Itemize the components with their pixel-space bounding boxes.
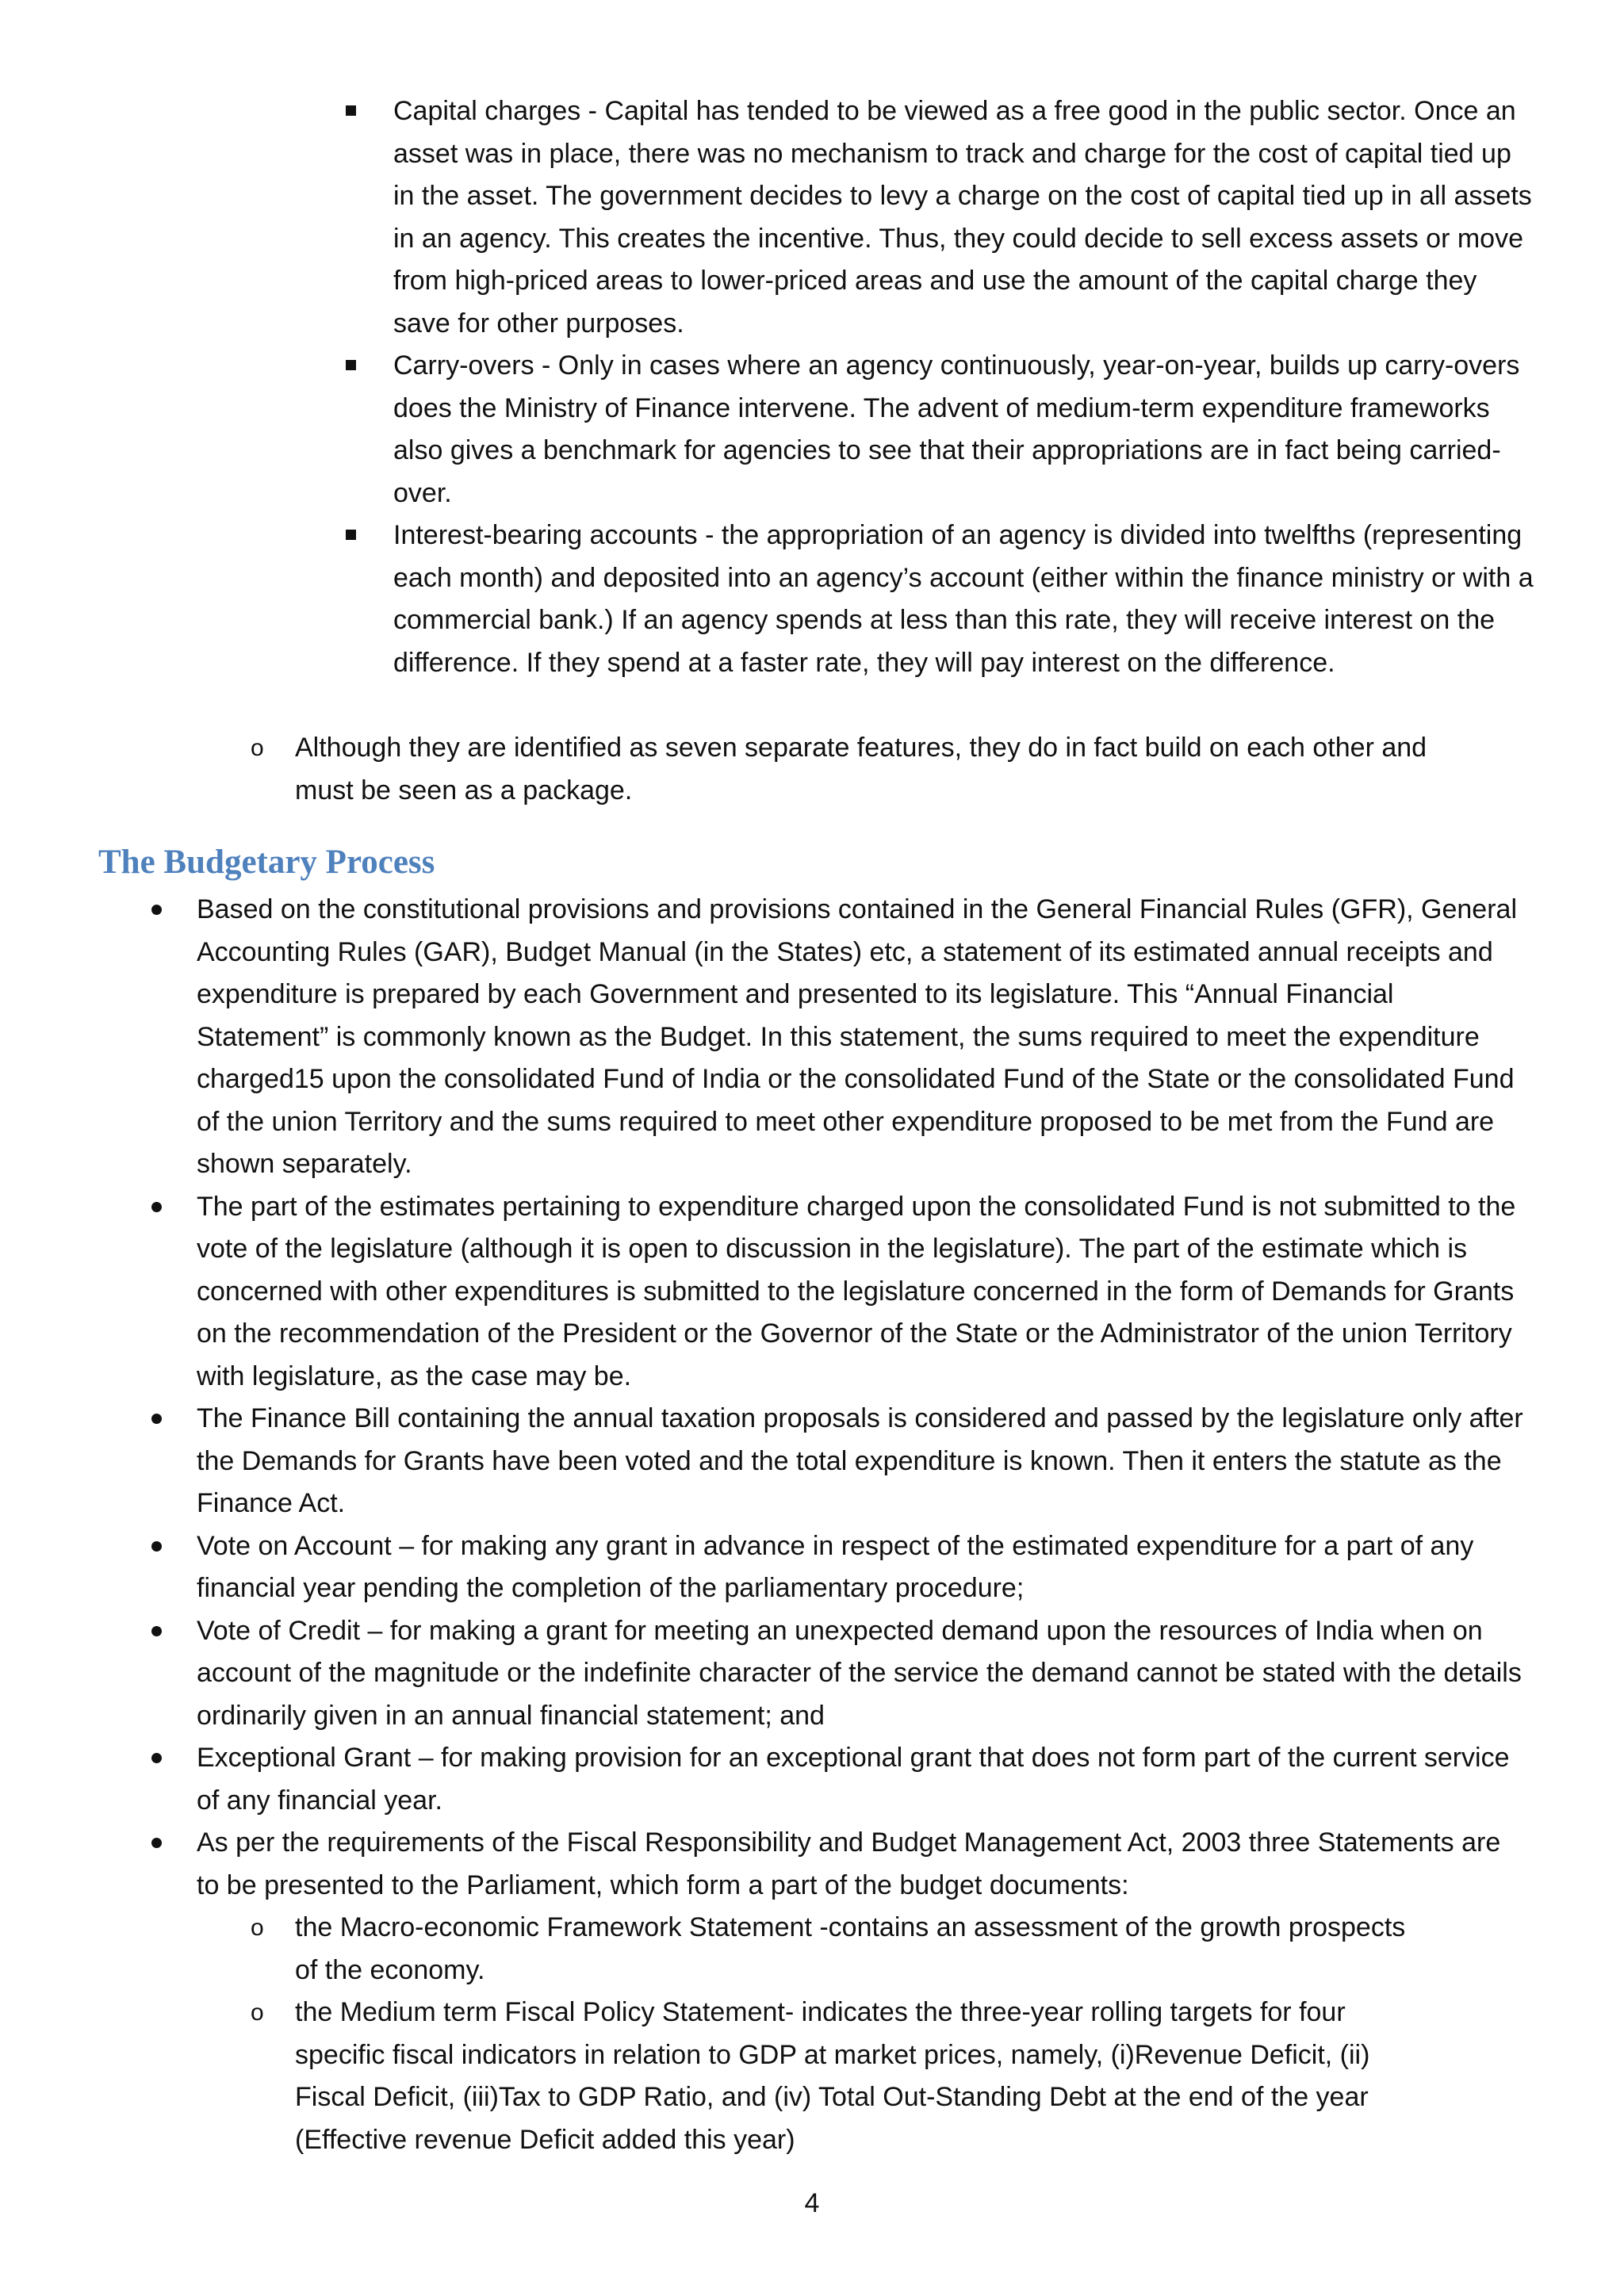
circle-bullet-list bbox=[251, 1907, 1429, 2161]
list-item-text: The Finance Bill containing the annual taxation proposals is considered and passed by the legislature only after the Demands for Grants have been voted and the total expenditure is known. Then it enters the statute as the Finance Act. bbox=[197, 1403, 1523, 1518]
list-item bbox=[393, 90, 1535, 345]
round-bullet-icon bbox=[151, 1541, 162, 1552]
square-bullet-icon bbox=[346, 530, 356, 540]
list-item-text: Vote on Account – for making any grant in advance in respect of the estimated expenditure for a part of any financial year pending the completion of the parliamentary procedure; bbox=[197, 1530, 1474, 1603]
round-bullet-icon bbox=[151, 1626, 162, 1636]
bullet-list bbox=[197, 889, 1529, 2161]
round-bullet-icon bbox=[151, 905, 162, 915]
list-item-text: Based on the constitutional provisions and provisions contained in the General Financial Rules (GFR), General Accounting Rules (GAR), Budget Manual (in the States) etc, a statement of its estimated annual receipts and expenditure is prepared by each Government and presented to its legislature. This “Annual Financial Statement” is commonly known as the Budget. In this statement, the sums required to meet the expenditure charged15 upon the consolidated Fund of India or the consolidated Fund of the State or the consolidated Fund of the union Territory and the sums required to meet other expenditure proposed to be met from the Fund are shown separately. bbox=[197, 894, 1518, 1179]
list-item-text: the Macro-economic Framework Statement -contains an assessment of the growth prospects of the economy. bbox=[295, 1912, 1406, 1985]
circle-bullet-icon: o bbox=[251, 735, 264, 761]
section-heading: The Budgetary Process bbox=[98, 844, 435, 881]
round-bullet-icon bbox=[151, 1753, 162, 1763]
round-bullet-icon bbox=[151, 1202, 162, 1212]
list-item-text: Exceptional Grant – for making provision for an exceptional grant that does not form part of the current service of any financial year. bbox=[197, 1743, 1510, 1816]
list-item-text: The part of the estimates pertaining to expenditure charged upon the consolidated Fund is not submitted to the vote of the legislature (although it is open to discussion in the legislature). The part of the estimate which is concerned with other expenditures is submitted to the legislature concerned in the form of Demands for Grants on the recommendation of the President or the Governor of the State or the Administrator of the union Territory with legislature, as the case may be. bbox=[197, 1191, 1516, 1391]
page-number: 4 bbox=[804, 2188, 820, 2218]
list-item bbox=[197, 1822, 1529, 2161]
square-bullet-icon bbox=[346, 360, 356, 370]
list-item bbox=[197, 889, 1529, 1186]
circle-bullet-icon: o bbox=[251, 1999, 264, 2026]
list-item-text: the Medium term Fiscal Policy Statement- indicates the three-year rolling targets for four specific fiscal indicators in relation to GDP at market prices, namely, (i)Revenue Deficit, (ii) Fiscal Deficit, (iii)Tax to GDP Ratio, and (iv) Total Out-Standing Debt at the end of the year (Effective revenue Deficit added this year) bbox=[295, 1997, 1370, 2155]
circle-bullet-list bbox=[251, 727, 1429, 812]
list-item-text: Carry-overs - Only in cases where an agency continuously, year-on-year, builds up carry-overs does the Ministry of Finance intervene. The advent of medium-term expenditure frameworks also gives a benchmark for agencies to see that their appropriations are in fact being carried-over. bbox=[393, 350, 1520, 508]
list-item bbox=[251, 1992, 1429, 2161]
sub-bullet-list bbox=[393, 90, 1535, 684]
round-bullet-icon bbox=[151, 1838, 162, 1848]
list-item bbox=[197, 1525, 1529, 1610]
circle-bullet-icon: o bbox=[251, 1915, 264, 1941]
square-bullet-icon bbox=[346, 105, 356, 116]
list-item bbox=[197, 1737, 1529, 1822]
list-item-text: As per the requirements of the Fiscal Responsibility and Budget Management Act, 2003 three Statements are to be presented to the Parliament, which form a part of the budget documents: bbox=[197, 1827, 1501, 1900]
list-item bbox=[251, 1907, 1429, 1992]
list-item bbox=[393, 345, 1535, 515]
list-item bbox=[197, 1398, 1529, 1525]
list-item-text: Capital charges - Capital has tended to be viewed as a free good in the public sector. Once an asset was in place, there was no mechanism to track and charge for the cost of capital tied up in the asset. The government decides to levy a charge on the cost of capital tied up in all assets in an agency. This creates the incentive. Thus, they could decide to sell excess assets or move from high-priced areas to lower-priced areas and use the amount of the capital charge they save for other purposes. bbox=[393, 96, 1532, 339]
list-item bbox=[251, 727, 1429, 812]
round-bullet-icon bbox=[151, 1414, 162, 1424]
list-item bbox=[197, 1186, 1529, 1399]
list-item-text: Interest-bearing accounts - the appropriation of an agency is divided into twelfths (representing each month) and deposited into an agency’s account (either within the finance ministry or with a commercial bank.) If an agency spends at less than this rate, they will receive interest on the difference. If they spend at a faster rate, they will pay interest on the difference. bbox=[393, 520, 1534, 678]
list-item-text: Vote of Credit – for making a grant for meeting an unexpected demand upon the resources of India when on account of the magnitude or the indefinite character of the service the demand cannot be stated with the details ordinarily given in an annual financial statement; and bbox=[197, 1615, 1522, 1731]
list-item bbox=[393, 515, 1535, 684]
list-item-text: Although they are identified as seven separate features, they do in fact build on each other and must be seen as a package. bbox=[295, 733, 1427, 806]
list-item bbox=[197, 1610, 1529, 1738]
